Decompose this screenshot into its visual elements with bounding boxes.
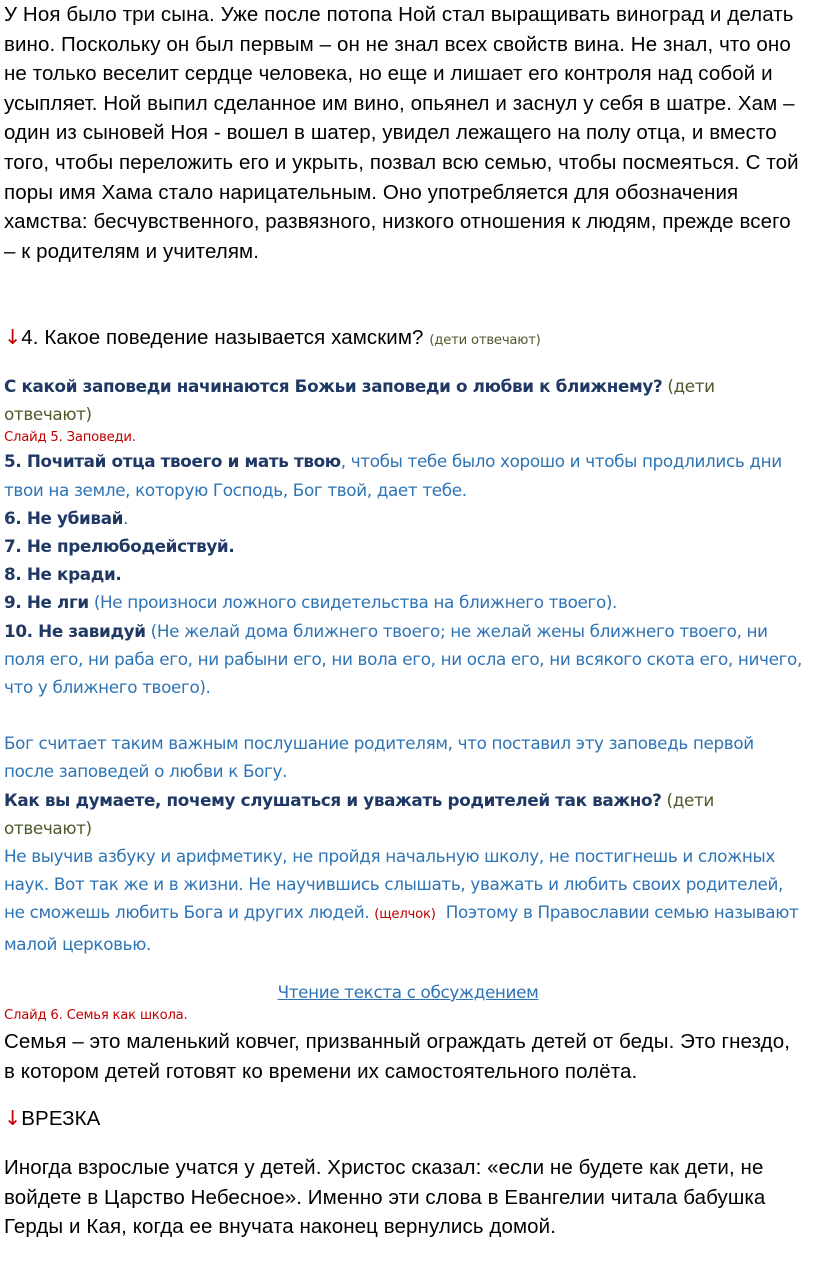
kids-paragraph: Иногда взрослые учатся у детей. Христос сказал: «если не будете как дети, не войдете в Царство Небесное». Именно эти слова в Евангелии читала бабушка Герды и Кая, когда ее внучата наконец вернулись домой. (4, 1156, 766, 1239)
commandments-question-text: С какой заповеди начинаются Божьи заповеди о любви к ближнему? (4, 376, 663, 396)
slide-6-label: Слайд 6. Семья как школа. (4, 1008, 188, 1023)
commandment-10-title: 10. Не завидуй (4, 620, 146, 641)
reading-title-text: Чтение текста с обсуждением (277, 982, 539, 1002)
question-4-text: 4. Какое поведение называется хамским? (21, 326, 424, 349)
respect-question (4, 786, 804, 842)
church-text: Поэтому в Православии семью называют малой церковью. (4, 902, 799, 954)
commandment-5-title: 5. Почитай отца твоего и мать твою (4, 451, 341, 472)
question-4 (4, 323, 804, 355)
commandment-7-title: 7. Не прелюбодействуй. (4, 536, 235, 557)
commandment-10 (4, 617, 804, 702)
arrow-down-icon: ↓ (4, 1106, 22, 1130)
click-note: (щелчок) (374, 907, 436, 923)
respect-question-note: (дети отвечают) (4, 789, 714, 838)
intro-paragraph: У Ноя было три сына. Уже после потопа Ной стал выращивать виноград и делать вино. Поскольку он был первым – он не знал всех свойств вина. Не знал, что оно не только веселит сердце человека, но еще и лишает его контроля над собой и усыпляет. Ной выпил сделанное им вино, опьянел и заснул у себя в шатре. Хам – один из сыновей Ноя - вошел в шатер, увидел лежащего на полу отца, и вместо того, чтобы переложить его и укрыть, позвал всю семью, чтобы посмеяться. С той поры имя Хама стало нарицательным. Оно употребляется для обозначения хамства: бесчувственного, развязного, низкого отношения к людям, прежде всего – к родителям и учителям. (4, 3, 799, 263)
commandments-section (4, 372, 804, 958)
commandments-question (4, 372, 804, 428)
commandment-5-text: , чтобы тебе было хорошо и чтобы продлились дни твои на земле, которую Господь, Бог твой, дает тебе. (4, 451, 782, 500)
insert-marker-text: ВРЕЗКА (21, 1107, 101, 1130)
commandment-9-text: (Не произноси ложного свидетельства на ближнего твоего). (88, 592, 618, 613)
question-4-note: (дети отвечают) (429, 333, 541, 348)
commandment-6-title: 6. Не убивай (4, 507, 124, 528)
spacer (4, 701, 804, 729)
insert-marker (4, 1104, 804, 1134)
commandment-10-text: (Не желай дома ближнего твоего; не желай жены ближнего твоего, ни поля его, ни раба его, ни рабыни его, ни вола его, ни осла его, ни всякого скота его, ничего, что у ближнего твоего). (4, 620, 802, 698)
reading-title (0, 978, 816, 1006)
alphabet-paragraph (4, 842, 804, 958)
commandment-9 (4, 588, 804, 616)
commandment-6 (4, 504, 804, 532)
obedience-paragraph: Бог считает таким важным послушание родителям, что поставил эту заповедь первой после заповедей о любви к Богу. (4, 733, 754, 782)
family-paragraph: Семья – это маленький ковчег, призванный ограждать детей от беды. Это гнездо, в котором детей готовят ко времени их самостоятельного полёта. (4, 1030, 791, 1083)
commandment-8 (4, 560, 804, 588)
alphabet-text: Не выучив азбуку и арифметику, не пройдя начальную школу, не постигнешь и сложных наук. Вот так же и в жизни. Не научившись слышать, уважать и любить своих родителей, не сможешь любить Бога и других людей. (4, 846, 784, 923)
slide-5-label: Слайд 5. Заповеди. (4, 430, 136, 446)
commandment-8-title: 8. Не кради. (4, 564, 122, 585)
arrow-down-icon: ↓ (4, 325, 22, 349)
respect-question-text: Как вы думаете, почему слушаться и уважать родителей так важно? (4, 789, 662, 810)
commandment-6-text: . (123, 507, 129, 528)
commandment-7 (4, 532, 804, 560)
commandments-question-note: (дети отвечают) (4, 376, 715, 425)
commandment-9-title: 9. Не лги (4, 592, 89, 613)
commandment-5 (4, 447, 804, 503)
